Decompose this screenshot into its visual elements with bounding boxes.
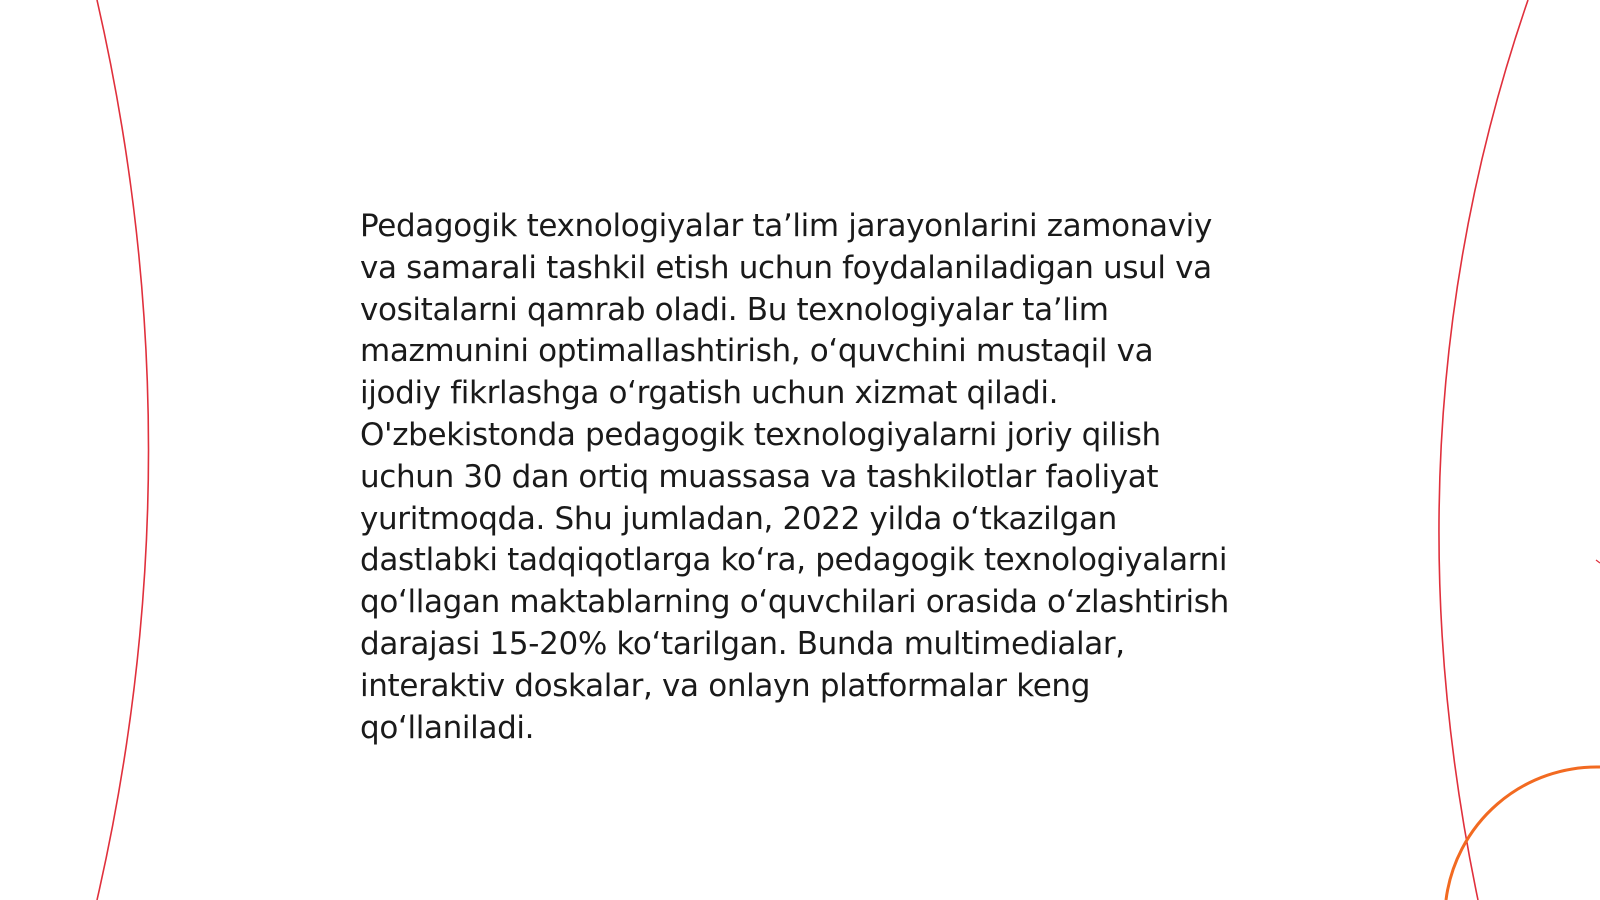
orange-circle-arc xyxy=(1446,767,1600,900)
small-tick-mark xyxy=(1596,560,1600,563)
left-arc-line xyxy=(97,0,149,900)
slide-body-text: Pedagogik texnologiyalar ta’lim jarayonlarini zamonaviy va samarali tashkil etish uchun foydalaniladigan usul va vositalarni qamrab oladi. Bu texnologiyalar ta’lim mazmunini optimallashtirish, o‘quvchini mustaqil va ijodiy fikrlashga o‘rgatish uchun xizmat qiladi. O'zbekistonda pedagogik texnologiyalarni joriy qilish uchun 30 dan ortiq muassasa va tashkilotlar faoliyat yuritmoqda. Shu jumladan, 2022 yilda o‘tkazilgan dastlabki tadqiqotlarga ko‘ra, pedagogik texnologiyalarni qo‘llagan maktablarning o‘quvchilari orasida o‘zlashtirish darajasi 15-20% ko‘tarilgan. Bunda multimedialar, interaktiv doskalar, va onlayn platformalar keng qo‘llaniladi. xyxy=(360,208,1229,746)
right-arc-line xyxy=(1439,0,1528,900)
